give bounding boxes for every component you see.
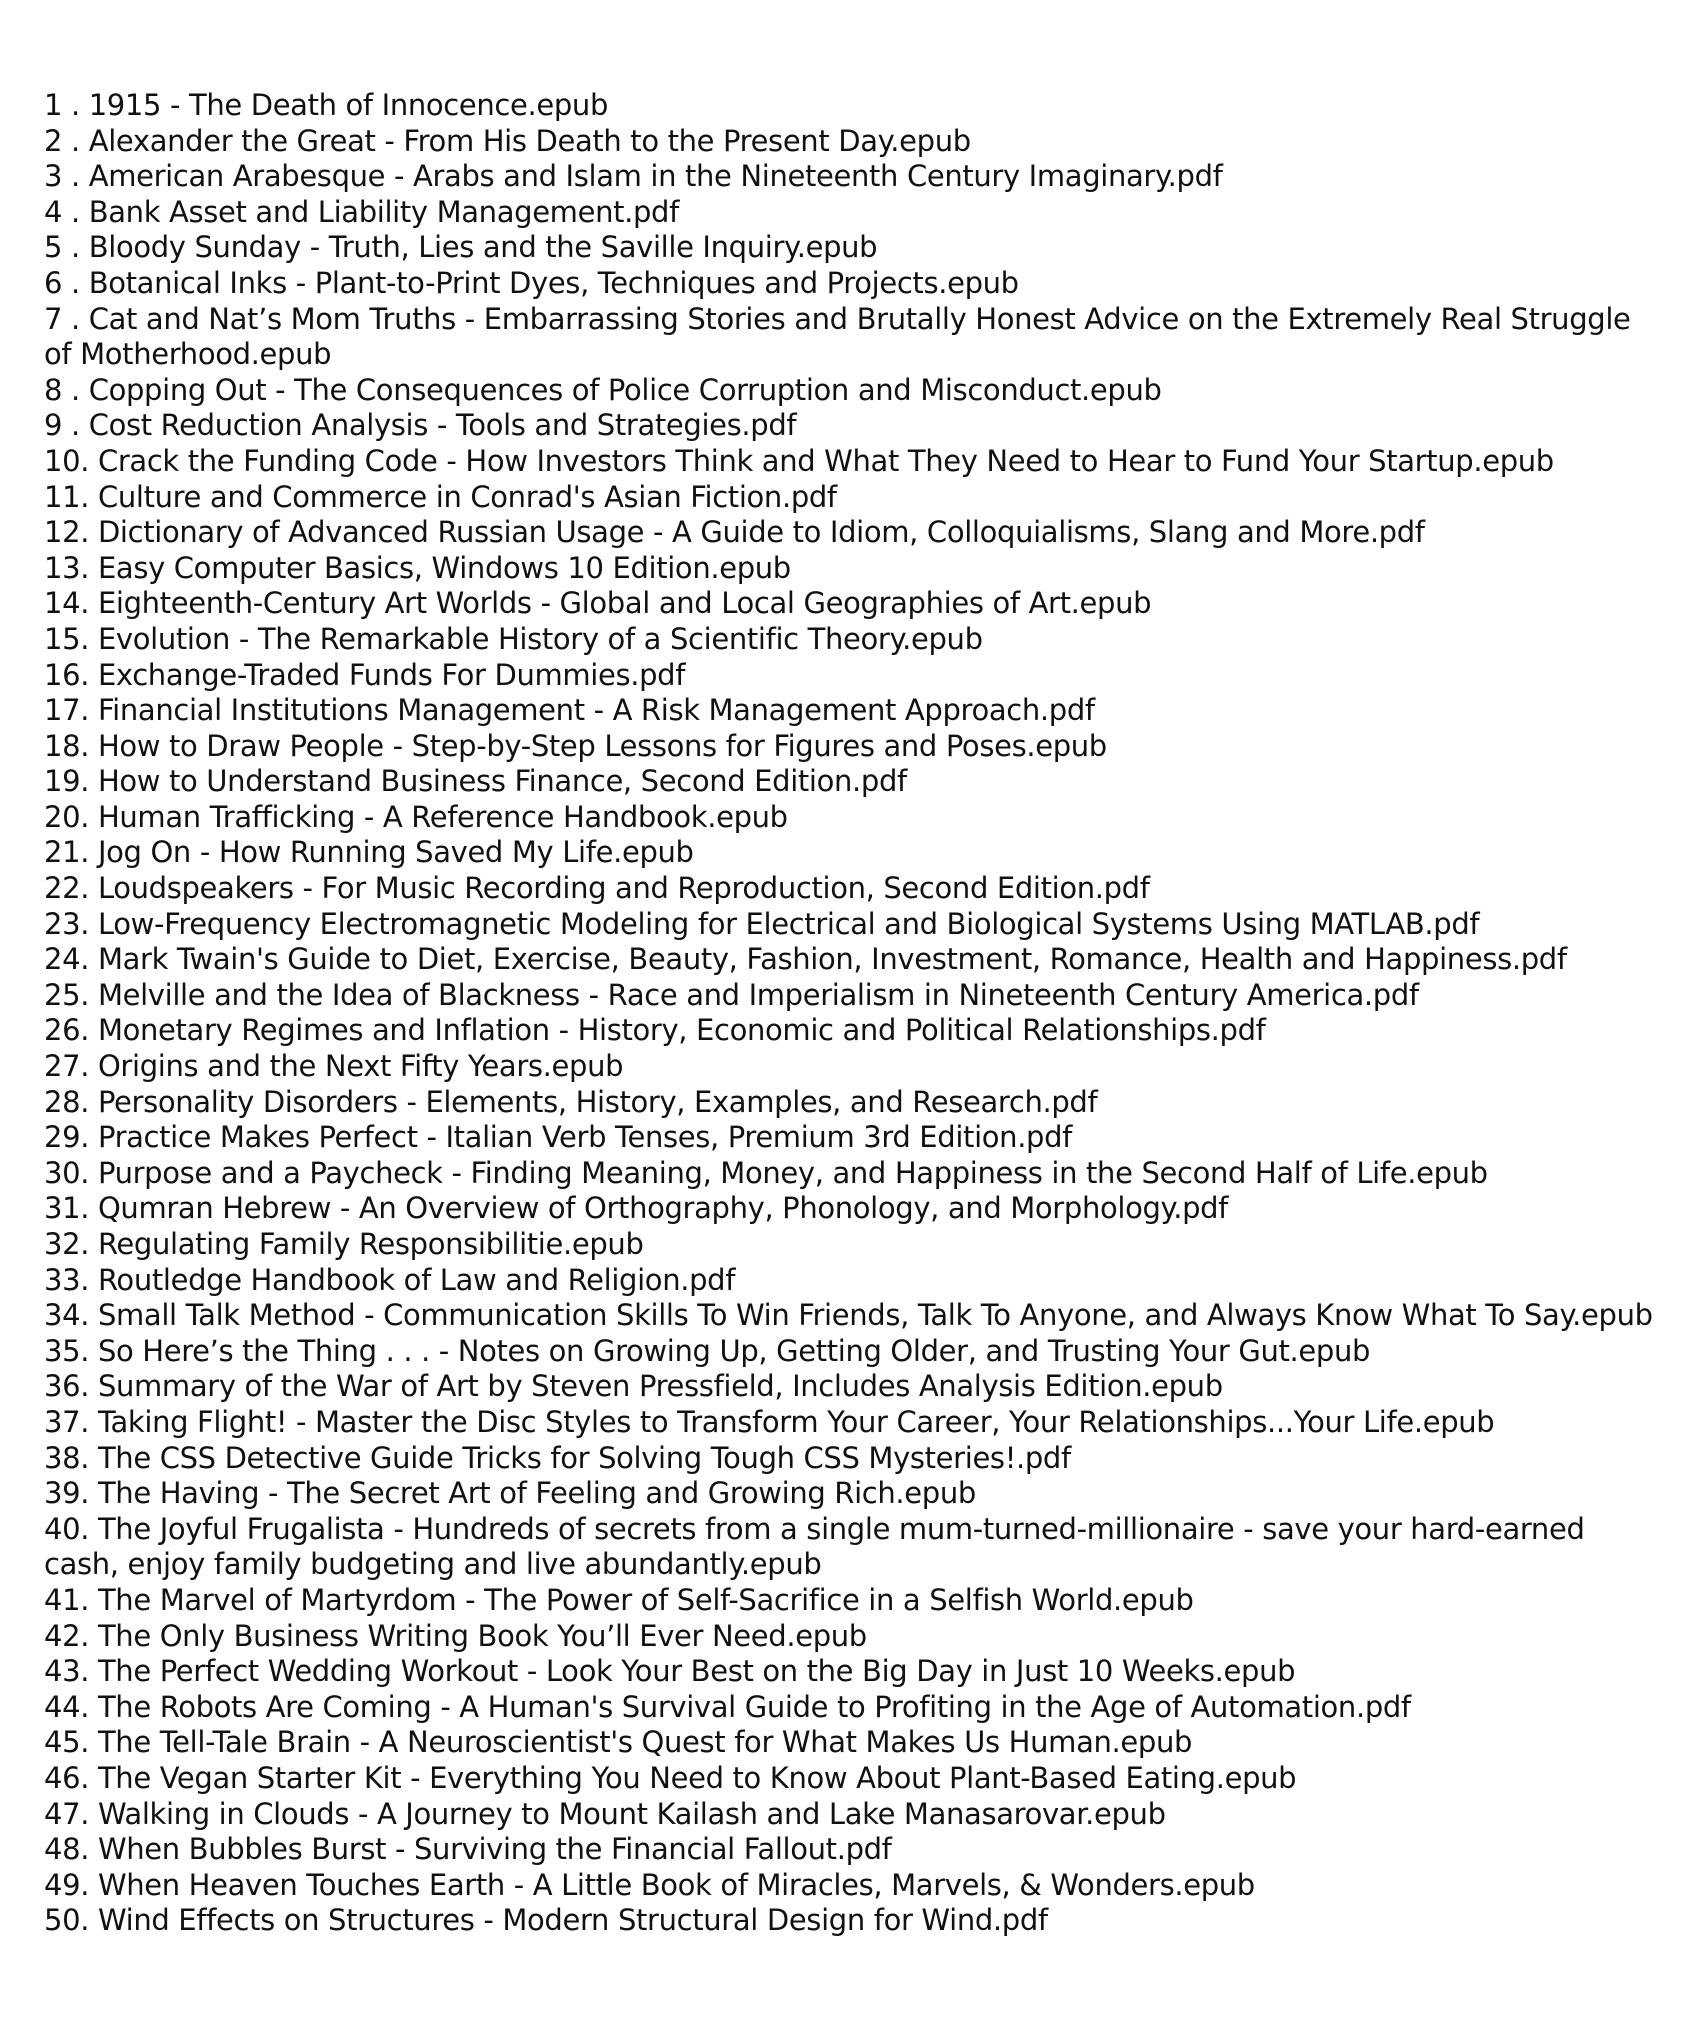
list-item: 41. The Marvel of Martyrdom - The Power of Self-Sacrifice in a Selfish World.epub: [44, 1582, 1194, 1617]
list-item: 43. The Perfect Wedding Workout - Look Your Best on the Big Day in Just 10 Weeks.epub: [44, 1654, 1296, 1689]
list-item: 13. Easy Computer Basics, Windows 10 Edition.epub: [44, 550, 791, 585]
list-item: 9 . Cost Reduction Analysis - Tools and Strategies.pdf: [44, 408, 797, 443]
book-file-list: [44, 88, 1664, 1939]
list-item: 20. Human Trafficking - A Reference Handbook.epub: [44, 799, 788, 834]
list-item: 50. Wind Effects on Structures - Modern Structural Design for Wind.pdf: [44, 1903, 1048, 1938]
list-item: 2 . Alexander the Great - From His Death to the Present Day.epub: [44, 123, 971, 158]
list-item: 12. Dictionary of Advanced Russian Usage - A Guide to Idiom, Colloquialisms, Slang and More.pdf: [44, 515, 1425, 550]
list-item: 25. Melville and the Idea of Blackness - Race and Imperialism in Nineteenth Century America.pdf: [44, 977, 1419, 1012]
list-item: 46. The Vegan Starter Kit - Everything You Need to Know About Plant-Based Eating.epub: [44, 1760, 1297, 1795]
list-item: 42. The Only Business Writing Book You’ll Ever Need.epub: [44, 1618, 867, 1653]
list-item: 23. Low-Frequency Electromagnetic Modeling for Electrical and Biological Systems Using MATLAB.pdf: [44, 906, 1480, 941]
list-item: 30. Purpose and a Paycheck - Finding Meaning, Money, and Happiness in the Second Half of Life.epub: [44, 1155, 1488, 1190]
list-item: 29. Practice Makes Perfect - Italian Verb Tenses, Premium 3rd Edition.pdf: [44, 1120, 1073, 1155]
list-item: 15. Evolution - The Remarkable History of a Scientific Theory.epub: [44, 621, 983, 656]
list-item: 35. So Here’s the Thing . . . - Notes on Growing Up, Getting Older, and Trusting Your Gut.epub: [44, 1333, 1371, 1368]
list-item: 33. Routledge Handbook of Law and Religion.pdf: [44, 1262, 736, 1297]
list-item: 32. Regulating Family Responsibilitie.epub: [44, 1227, 644, 1261]
list-item: 27. Origins and the Next Fifty Years.epub: [44, 1049, 624, 1084]
list-item: 4 . Bank Asset and Liability Management.pdf: [44, 194, 679, 229]
list-item: 3 . American Arabesque - Arabs and Islam in the Nineteenth Century Imaginary.pdf: [44, 159, 1223, 194]
list-item: 37. Taking Flight! - Master the Disc Styles to Transform Your Career, Your Relationships...Your Life.epub: [44, 1404, 1495, 1439]
list-item: 44. The Robots Are Coming - A Human's Survival Guide to Profiting in the Age of Automation.pdf: [44, 1689, 1411, 1724]
list-item: 26. Monetary Regimes and Inflation - History, Economic and Political Relationships.pdf: [44, 1013, 1266, 1048]
list-item: 24. Mark Twain's Guide to Diet, Exercise, Beauty, Fashion, Investment, Romance, Health and Happiness.pdf: [44, 942, 1567, 977]
list-item: 22. Loudspeakers - For Music Recording and Reproduction, Second Edition.pdf: [44, 871, 1150, 906]
list-item: 14. Eighteenth-Century Art Worlds - Global and Local Geographies of Art.epub: [44, 586, 1152, 621]
list-item: 40. The Joyful Frugalista - Hundreds of secrets from a single mum-turned-millionaire - save your hard-earned cash, enjoy family budgeting and live abundantly.epub: [44, 1511, 1585, 1582]
list-item: 21. Jog On - How Running Saved My Life.epub: [44, 835, 694, 870]
list-item: 17. Financial Institutions Management - A Risk Management Approach.pdf: [44, 693, 1095, 728]
list-item: 19. How to Understand Business Finance, Second Edition.pdf: [44, 764, 907, 799]
list-item: 5 . Bloody Sunday - Truth, Lies and the Saville Inquiry.epub: [44, 230, 878, 265]
list-item: 8 . Copping Out - The Consequences of Police Corruption and Misconduct.epub: [44, 372, 1162, 407]
list-item: 10. Crack the Funding Code - How Investors Think and What They Need to Hear to Fund Your Startup.epub: [44, 443, 1554, 478]
list-item: 39. The Having - The Secret Art of Feeling and Growing Rich.epub: [44, 1476, 976, 1511]
list-item: 31. Qumran Hebrew - An Overview of Orthography, Phonology, and Morphology.pdf: [44, 1191, 1229, 1226]
list-item: 11. Culture and Commerce in Conrad's Asian Fiction.pdf: [44, 479, 837, 514]
list-item: 18. How to Draw People - Step-by-Step Lessons for Figures and Poses.epub: [44, 728, 1107, 763]
list-item: 6 . Botanical Inks - Plant-to-Print Dyes, Techniques and Projects.epub: [44, 265, 1019, 300]
list-item: 16. Exchange-Traded Funds For Dummies.pdf: [44, 657, 686, 692]
list-item: 1 . 1915 - The Death of Innocence.epub: [44, 88, 609, 122]
list-item: 48. When Bubbles Burst - Surviving the Financial Fallout.pdf: [44, 1832, 892, 1867]
list-item: 34. Small Talk Method - Communication Skills To Win Friends, Talk To Anyone, and Always Know What To Say.epub: [44, 1298, 1653, 1333]
list-item: 38. The CSS Detective Guide Tricks for Solving Tough CSS Mysteries!.pdf: [44, 1440, 1071, 1475]
list-item: 49. When Heaven Touches Earth - A Little Book of Miracles, Marvels, & Wonders.epub: [44, 1867, 1255, 1902]
list-item: 7 . Cat and Nat’s Mom Truths - Embarrassing Stories and Brutally Honest Advice on the Extremely Real Struggle of Motherhood.epub: [44, 301, 1631, 372]
list-item: 45. The Tell-Tale Brain - A Neuroscientist's Quest for What Makes Us Human.epub: [44, 1725, 1193, 1760]
list-item: 36. Summary of the War of Art by Steven Pressfield, Includes Analysis Edition.epub: [44, 1369, 1223, 1404]
list-item: 47. Walking in Clouds - A Journey to Mount Kailash and Lake Manasarovar.epub: [44, 1796, 1166, 1831]
list-item: 28. Personality Disorders - Elements, History, Examples, and Research.pdf: [44, 1084, 1098, 1119]
